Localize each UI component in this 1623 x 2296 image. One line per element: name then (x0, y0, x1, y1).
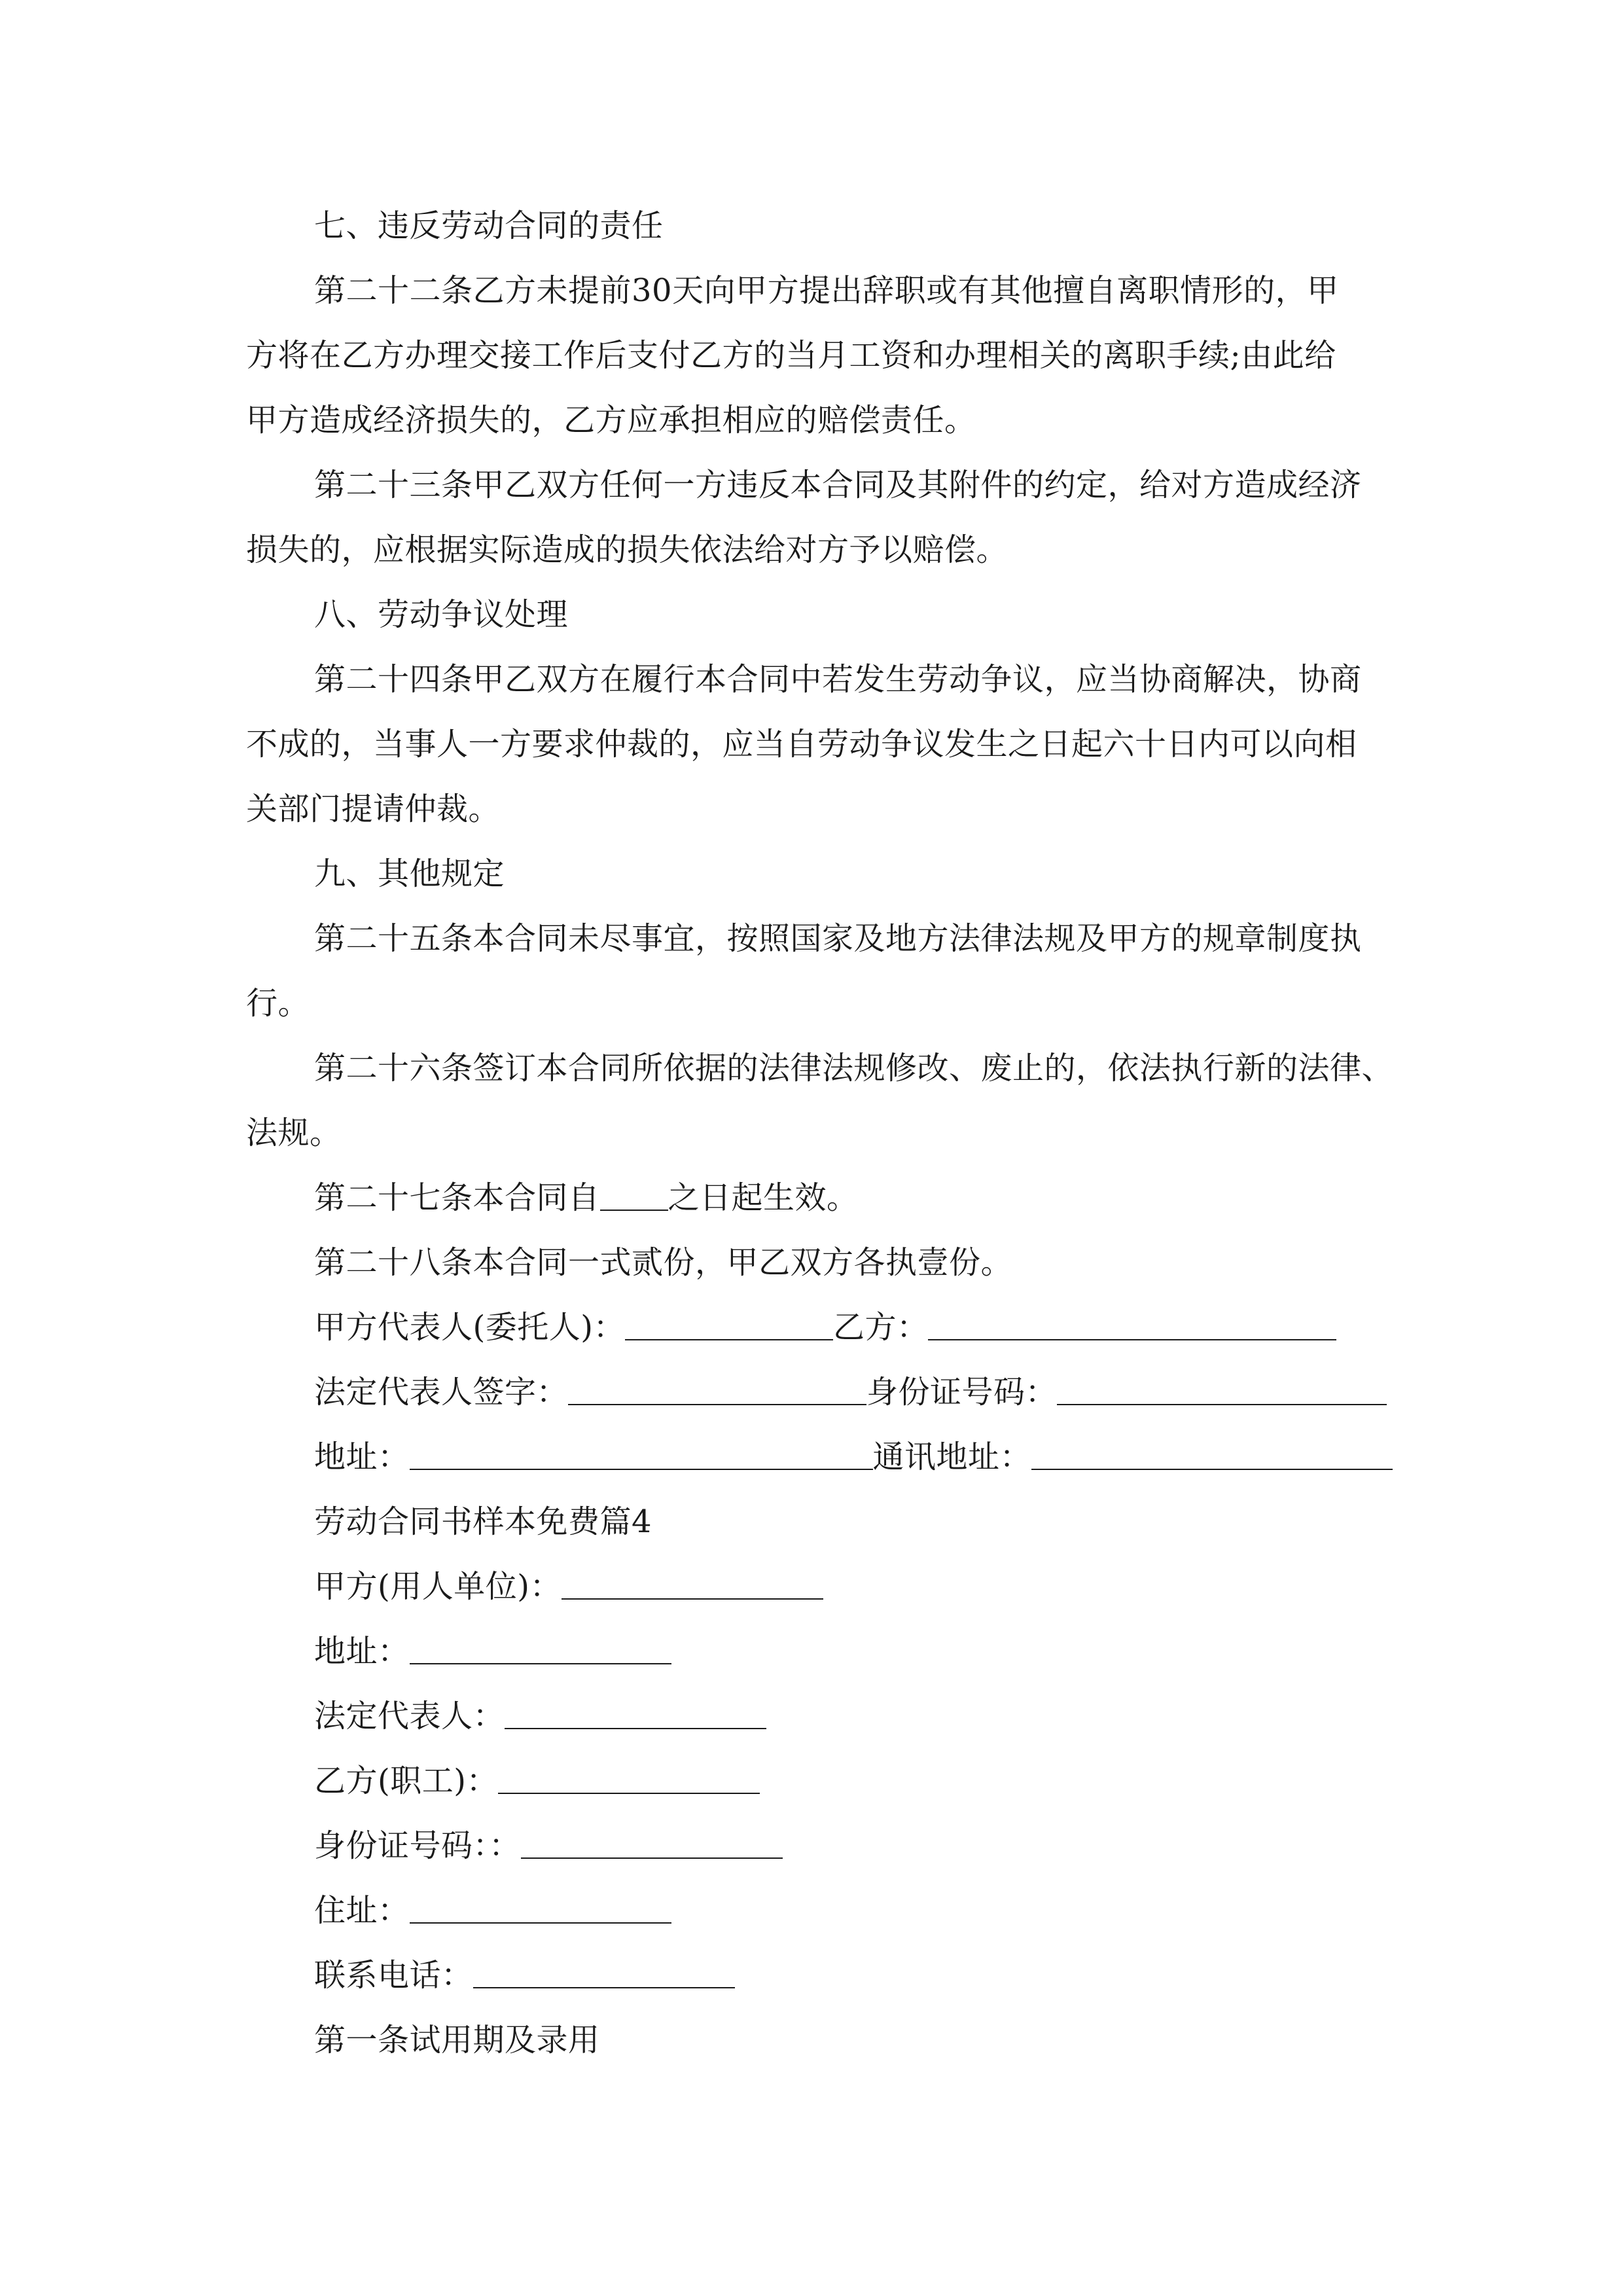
article-24-line-3: 关部门提请仲裁。 (246, 791, 501, 827)
employer-row (246, 1554, 1380, 1619)
employee-id-row (246, 1814, 1380, 1878)
employer-address-label: 地址： (314, 1633, 410, 1670)
residence-blank[interactable] (410, 1896, 671, 1924)
phone-blank[interactable] (473, 1961, 735, 1988)
article-25-line-1: 第二十五条本合同未尽事宜，按照国家及地方法律法规及甲方的规章制度执 (314, 920, 1362, 957)
article-24-line-1: 第二十四条甲乙双方在履行本合同中若发生劳动争议，应当协商解决，协商 (314, 661, 1362, 698)
article-22-line-1: 第二十二条乙方未提前30天向甲方提出辞职或有其他擅自离职情形的，甲 (314, 272, 1339, 309)
legal-rep-label: 法定代表人： (314, 1698, 505, 1734)
legal-rep-row (246, 1684, 1380, 1749)
employer-address-blank[interactable] (410, 1637, 671, 1664)
employer-address-row (246, 1619, 1380, 1684)
legal-rep-blank[interactable] (505, 1702, 766, 1729)
article-1-heading: 第一条试用期及录用 (314, 2022, 600, 2058)
article-27 (246, 1166, 1380, 1230)
employee-row (246, 1749, 1380, 1814)
party-a-rep-label: 甲方代表人(委托人)： (314, 1309, 625, 1346)
residence-row (246, 1878, 1380, 1943)
id-number-label: 身份证号码： (866, 1374, 1058, 1410)
article-26-line-2: 法规。 (246, 1115, 342, 1151)
phone-row (246, 1943, 1380, 2008)
phone-label: 联系电话： (314, 1957, 473, 1994)
id-number-blank[interactable] (1057, 1378, 1387, 1405)
party-b-blank[interactable] (928, 1313, 1336, 1340)
party-a-rep-blank[interactable] (625, 1313, 833, 1340)
mail-address-label: 通讯地址： (872, 1439, 1032, 1475)
party-b-label: 乙方： (832, 1309, 929, 1346)
signature-row-2 (246, 1360, 1380, 1425)
residence-label: 住址： (314, 1892, 410, 1929)
document-body (246, 194, 1394, 2073)
address-label: 地址： (314, 1439, 410, 1475)
section-7-heading: 七、违反劳动合同的责任 (314, 207, 664, 244)
article-22-line-2: 方将在乙方办理交接工作后支付乙方的当月工资和办理相关的离职手续;由此给 (246, 337, 1336, 374)
article-27-prefix: 第二十七条本合同自 (314, 1179, 600, 1216)
article-26-line-1: 第二十六条签订本合同所依据的法律法规修改、废止的，依法执行新的法律、 (314, 1050, 1394, 1086)
employee-blank[interactable] (498, 1767, 760, 1794)
employee-id-label: 身份证号码：： (314, 1827, 521, 1864)
section-8-heading: 八、劳动争议处理 (314, 596, 569, 633)
section-9-heading: 九、其他规定 (314, 855, 505, 892)
employee-id-blank[interactable] (521, 1831, 783, 1859)
legal-rep-sign-label: 法定代表人签字： (314, 1374, 569, 1410)
article-27-suffix: 之日起生效。 (668, 1179, 859, 1216)
legal-rep-sign-blank[interactable] (568, 1378, 866, 1405)
signature-row-1 (246, 1295, 1380, 1360)
employee-label: 乙方(职工)： (314, 1763, 498, 1799)
article-24-line-2: 不成的，当事人一方要求仲裁的，应当自劳动争议发生之日起六十日内可以向相 (246, 726, 1357, 762)
effective-date-blank[interactable] (600, 1183, 668, 1211)
mail-address-blank[interactable] (1031, 1443, 1393, 1470)
address-blank[interactable] (410, 1443, 873, 1470)
article-28: 第二十八条本合同一式贰份，甲乙双方各执壹份。 (314, 1244, 1013, 1281)
article-22-line-3: 甲方造成经济损失的，乙方应承担相应的赔偿责任。 (246, 402, 976, 439)
article-25-line-2: 行。 (246, 985, 310, 1022)
contract-4-title: 劳动合同书样本免费篇4 (314, 1503, 652, 1540)
article-23-line-2: 损失的，应根据实际造成的损失依法给对方予以赔偿。 (246, 531, 1008, 568)
employer-label: 甲方(用人单位)： (314, 1568, 562, 1605)
article-23-line-1: 第二十三条甲乙双方任何一方违反本合同及其附件的约定，给对方造成经济 (314, 467, 1362, 503)
signature-row-3 (246, 1425, 1380, 1490)
employer-blank[interactable] (562, 1572, 823, 1600)
